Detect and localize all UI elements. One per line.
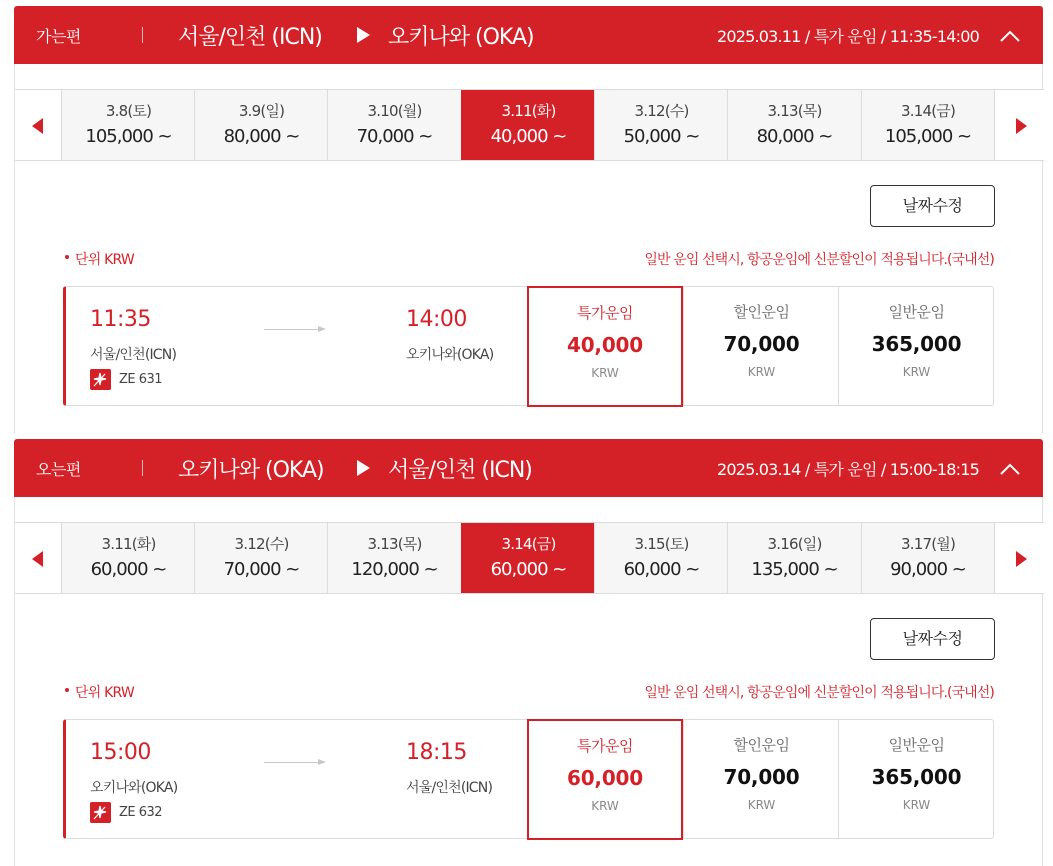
date-label: 3.8(토) — [105, 102, 152, 120]
date-selector — [15, 522, 1044, 594]
date-cell[interactable] — [861, 523, 995, 593]
date-price: 40,000 ~ — [490, 126, 567, 147]
date-cell[interactable] — [594, 90, 728, 160]
fare-name: 할인운임 — [733, 736, 790, 754]
currency-unit-label: 단위 KRW — [75, 685, 134, 701]
prev-dates-button[interactable] — [15, 90, 61, 160]
flight-arrow-head-icon — [318, 759, 326, 765]
currency-unit-label: 단위 KRW — [75, 252, 134, 268]
fare-amount: 60,000 — [567, 766, 643, 790]
date-label: 3.14(금) — [501, 535, 556, 553]
date-label: 3.11(화) — [501, 102, 556, 120]
fare-amount: 70,000 — [723, 765, 800, 789]
fare-option-normal[interactable] — [838, 719, 994, 839]
fare-option-normal[interactable] — [838, 286, 994, 406]
fare-amount: 40,000 — [567, 333, 643, 357]
play-triangle-icon — [357, 27, 370, 43]
divider — [142, 27, 143, 43]
date-price: 135,000 ~ — [751, 559, 838, 580]
airline-logo-icon — [90, 802, 111, 823]
fare-name: 특가운임 — [577, 737, 633, 755]
bullet-icon — [65, 255, 69, 259]
date-label: 3.10(월) — [367, 102, 422, 120]
edit-date-button[interactable]: 날짜수정 — [870, 618, 995, 660]
next-dates-button[interactable] — [998, 90, 1044, 160]
fare-currency: KRW — [902, 365, 931, 379]
direction-label: 오는편 — [36, 460, 81, 479]
departure-city: 서울/인천(ICN) — [90, 347, 177, 363]
origin-label: 서울/인천 (ICN) — [178, 25, 322, 50]
fare-amount: 365,000 — [871, 765, 962, 789]
chevron-up-icon[interactable] — [999, 26, 1021, 48]
date-label: 3.16(일) — [767, 535, 822, 553]
date-label: 3.15(토) — [634, 535, 689, 553]
fare-currency: KRW — [747, 798, 776, 812]
outbound-header[interactable] — [14, 6, 1043, 64]
next-dates-button[interactable] — [998, 523, 1044, 593]
fare-option-special[interactable] — [527, 719, 683, 840]
date-label: 3.13(목) — [767, 102, 822, 120]
date-price: 70,000 ~ — [356, 126, 433, 147]
fare-notice: 일반 운임 선택시, 항공운임에 신분할인이 적용됩니다.(국내선) — [644, 252, 994, 268]
fare-currency: KRW — [591, 799, 619, 813]
fare-currency: KRW — [591, 366, 619, 380]
date-cell[interactable] — [194, 523, 328, 593]
flight-arrow-icon — [264, 329, 324, 330]
outbound-panel — [14, 64, 1043, 434]
destination-label: 서울/인천 (ICN) — [388, 458, 532, 483]
flight-arrow-icon — [264, 762, 324, 763]
date-label: 3.12(수) — [234, 535, 289, 553]
date-price: 80,000 ~ — [756, 126, 833, 147]
fare-notice: 일반 운임 선택시, 항공운임에 신분할인이 적용됩니다.(국내선) — [644, 685, 994, 701]
date-price: 105,000 ~ — [884, 126, 972, 147]
inbound-panel — [14, 497, 1043, 866]
date-price: 90,000 ~ — [890, 559, 966, 580]
date-price: 50,000 ~ — [623, 126, 700, 147]
fare-option-special[interactable] — [527, 286, 683, 407]
date-price: 60,000 ~ — [490, 559, 567, 580]
fare-option-discount[interactable] — [683, 286, 839, 406]
currency-unit — [65, 249, 134, 269]
date-price: 60,000 ~ — [623, 559, 700, 580]
departure-city: 오키나와(OKA) — [90, 780, 178, 796]
date-price: 80,000 ~ — [223, 126, 300, 147]
date-label: 3.17(월) — [901, 535, 955, 553]
arrival-time: 18:15 — [406, 740, 467, 765]
fare-name: 일반운임 — [888, 303, 945, 321]
airline-logo-icon — [90, 369, 111, 390]
date-price: 105,000 ~ — [85, 126, 172, 147]
direction-label: 가는편 — [36, 27, 81, 46]
date-cell[interactable] — [327, 90, 461, 160]
date-cell[interactable] — [61, 523, 195, 593]
arrow-left-icon — [32, 551, 43, 567]
date-label: 3.12(수) — [634, 102, 689, 120]
date-cell[interactable] — [594, 523, 728, 593]
destination-label: 오키나와 (OKA) — [388, 25, 534, 50]
fare-currency: KRW — [902, 798, 931, 812]
arrow-right-icon — [1016, 118, 1027, 134]
date-cell[interactable] — [61, 90, 195, 160]
arrival-city: 서울/인천(ICN) — [406, 780, 493, 796]
fare-amount: 365,000 — [871, 332, 962, 356]
currency-unit — [65, 682, 134, 702]
date-selector — [15, 89, 1044, 161]
date-cell[interactable] — [194, 90, 328, 160]
fare-currency: KRW — [747, 365, 776, 379]
date-price: 120,000 ~ — [351, 559, 438, 580]
departure-time: 15:00 — [90, 740, 151, 765]
arrow-left-icon — [32, 118, 43, 134]
date-label: 3.14(금) — [901, 102, 955, 120]
date-cell[interactable] — [327, 523, 461, 593]
flight-card — [63, 286, 994, 406]
fare-name: 특가운임 — [577, 304, 633, 322]
edit-date-button[interactable]: 날짜수정 — [870, 185, 995, 227]
date-cell-selected[interactable] — [461, 90, 595, 160]
arrival-time: 14:00 — [406, 307, 467, 332]
itinerary-summary: 2025.03.11 / 특가 운임 / 11:35-14:00 — [716, 27, 979, 46]
arrow-right-icon — [1016, 551, 1027, 567]
date-price: 60,000 ~ — [90, 559, 167, 580]
date-label: 3.11(화) — [101, 535, 156, 553]
fare-amount: 70,000 — [723, 332, 800, 356]
origin-label: 오키나와 (OKA) — [178, 458, 324, 483]
bullet-icon — [65, 688, 69, 692]
flight-card — [63, 719, 994, 839]
inbound-header[interactable] — [14, 439, 1043, 497]
divider — [142, 460, 143, 476]
play-triangle-icon — [357, 460, 370, 476]
departure-time: 11:35 — [90, 307, 151, 332]
date-cell[interactable] — [861, 90, 995, 160]
arrival-city: 오키나와(OKA) — [406, 347, 494, 363]
date-cell-selected[interactable] — [461, 523, 595, 593]
prev-dates-button[interactable] — [15, 523, 61, 593]
flight-number: ZE 632 — [119, 805, 163, 820]
flight-number: ZE 631 — [119, 372, 163, 387]
chevron-up-icon[interactable] — [999, 459, 1021, 481]
date-cell[interactable] — [727, 90, 861, 160]
date-price: 70,000 ~ — [223, 559, 300, 580]
fare-name: 할인운임 — [733, 303, 790, 321]
itinerary-summary: 2025.03.14 / 특가 운임 / 15:00-18:15 — [716, 460, 979, 479]
date-label: 3.13(목) — [367, 535, 422, 553]
date-cell[interactable] — [727, 523, 861, 593]
flight-arrow-head-icon — [318, 326, 326, 332]
date-label: 3.9(일) — [238, 102, 285, 120]
fare-name: 일반운임 — [888, 736, 945, 754]
fare-option-discount[interactable] — [683, 719, 839, 839]
